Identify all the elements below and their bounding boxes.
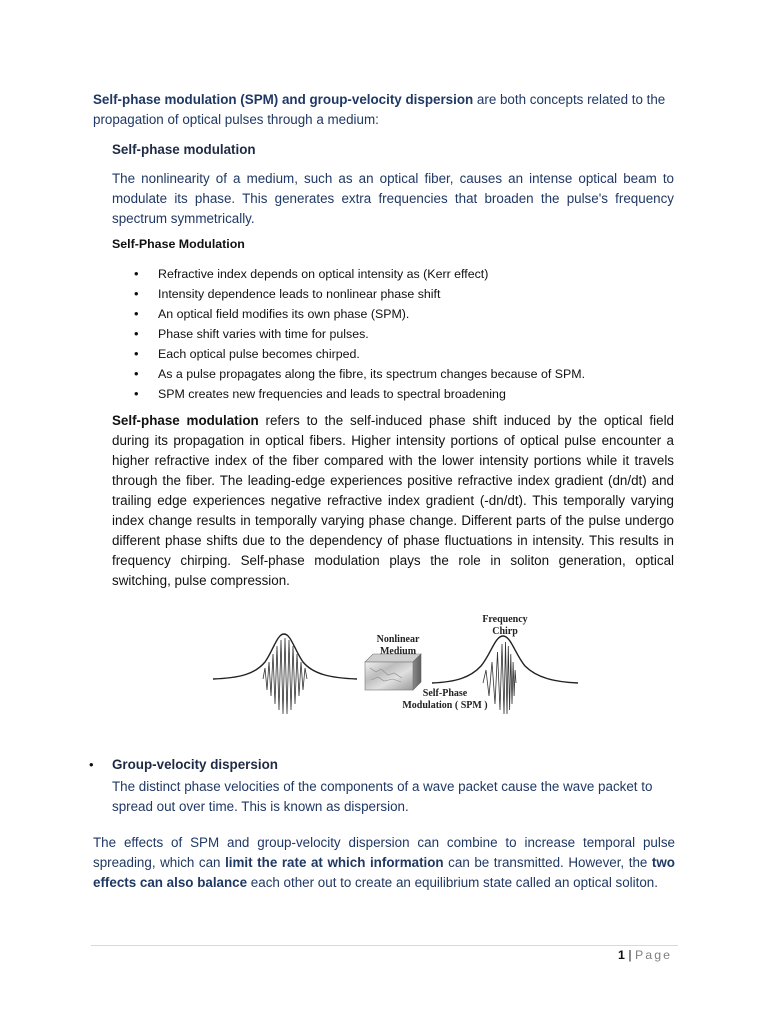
spm-label-line2: Modulation ( SPM ) — [402, 700, 488, 711]
spm-paragraph: The nonlinearity of a medium, such as an optical fiber, causes an intense optical beam to modulate its phase. This generates extra frequencies that broaden the pulse's frequency spectrum symmetrically. — [112, 171, 674, 226]
input-pulse-carrier — [263, 638, 307, 714]
conclusion-paragraph — [93, 833, 675, 893]
list-item: • Refractive index depends on optical intensity as (Kerr effect) — [130, 264, 690, 284]
list-item: • As a pulse propagates along the fibre, its spectrum changes because of SPM. — [130, 364, 690, 384]
page-footer — [618, 948, 672, 962]
gvd-heading: Group-velocity dispersion — [112, 757, 278, 772]
spm-detail-bold-term: Self-phase modulation — [112, 413, 259, 428]
nonlinear-medium-block — [365, 654, 421, 690]
spm-detail-text: refers to the self-induced phase shift induced by the optical field during its propagation in optical fibers. Higher intensity portions of optical pulse encounter a higher refractive index of the fiber compared with the lower intensity portions while it travels through the fiber. The leading-edge experiences positive refractive index gradient (dn/dt) and trailing edge experiences negative refractive index gradient (-dn/dt). This temporally varying index change results in temporally varying phase change. Different parts of the pulse undergo different phase shifts due to the dependency of phase fluctuations in intensity. This results in frequency chirping. Self-phase modulation plays the role in soliton generation, optical switching, pulse compression. — [112, 413, 674, 588]
spm-label-line1: Self-Phase — [422, 688, 468, 699]
conclusion-bold-2: two effects can also balance — [93, 855, 675, 890]
intro-text: are both concepts related to the propagation of optical pulses through a medium: — [93, 92, 666, 127]
conclusion-text-1: The effects of SPM and group-velocity dispersion can combine to increase temporal pulse spreading, which can — [93, 835, 675, 870]
conclusion-bold-1: limit the rate at which information — [225, 855, 444, 870]
gvd-bullet-marker: • — [89, 757, 94, 772]
spm-subheading: Self-Phase Modulation — [112, 237, 245, 251]
list-item: • An optical field modifies its own phase (SPM). — [130, 304, 690, 324]
medium-label-line1: Nonlinear — [376, 634, 420, 645]
chirp-label-line1: Frequency — [482, 614, 528, 625]
output-pulse-chirped-carrier — [483, 642, 516, 714]
list-item: • Each optical pulse becomes chirped. — [130, 344, 690, 364]
page-separator: | — [624, 948, 636, 962]
intro-paragraph — [93, 90, 675, 130]
intro-bold-term: Self-phase modulation (SPM) and group-velocity dispersion — [93, 92, 474, 107]
footer-divider — [91, 945, 678, 946]
medium-label-line2: Medium — [379, 646, 417, 657]
chirp-label-line2: Chirp — [492, 626, 518, 637]
conclusion-text-3: each other out to create an equilibrium state called an optical soliton. — [247, 875, 658, 890]
spm-detail-paragraph — [112, 411, 674, 591]
list-item: • Phase shift varies with time for pulses. — [130, 324, 690, 344]
gvd-paragraph: The distinct phase velocities of the components of a wave packet cause the wave packet to spread out over time. This is known as dispersion. — [112, 779, 653, 814]
conclusion-text-2: can be transmitted. However, the — [443, 855, 652, 870]
spm-diagram — [205, 606, 590, 726]
spm-bullet-list — [130, 264, 690, 404]
spm-heading: Self-phase modulation — [112, 142, 256, 157]
list-item: • SPM creates new frequencies and leads to spectral broadening — [130, 384, 690, 404]
page-number: 1 — [618, 948, 625, 962]
page-word: Page — [635, 948, 672, 962]
list-item: • Intensity dependence leads to nonlinear phase shift — [130, 284, 690, 304]
